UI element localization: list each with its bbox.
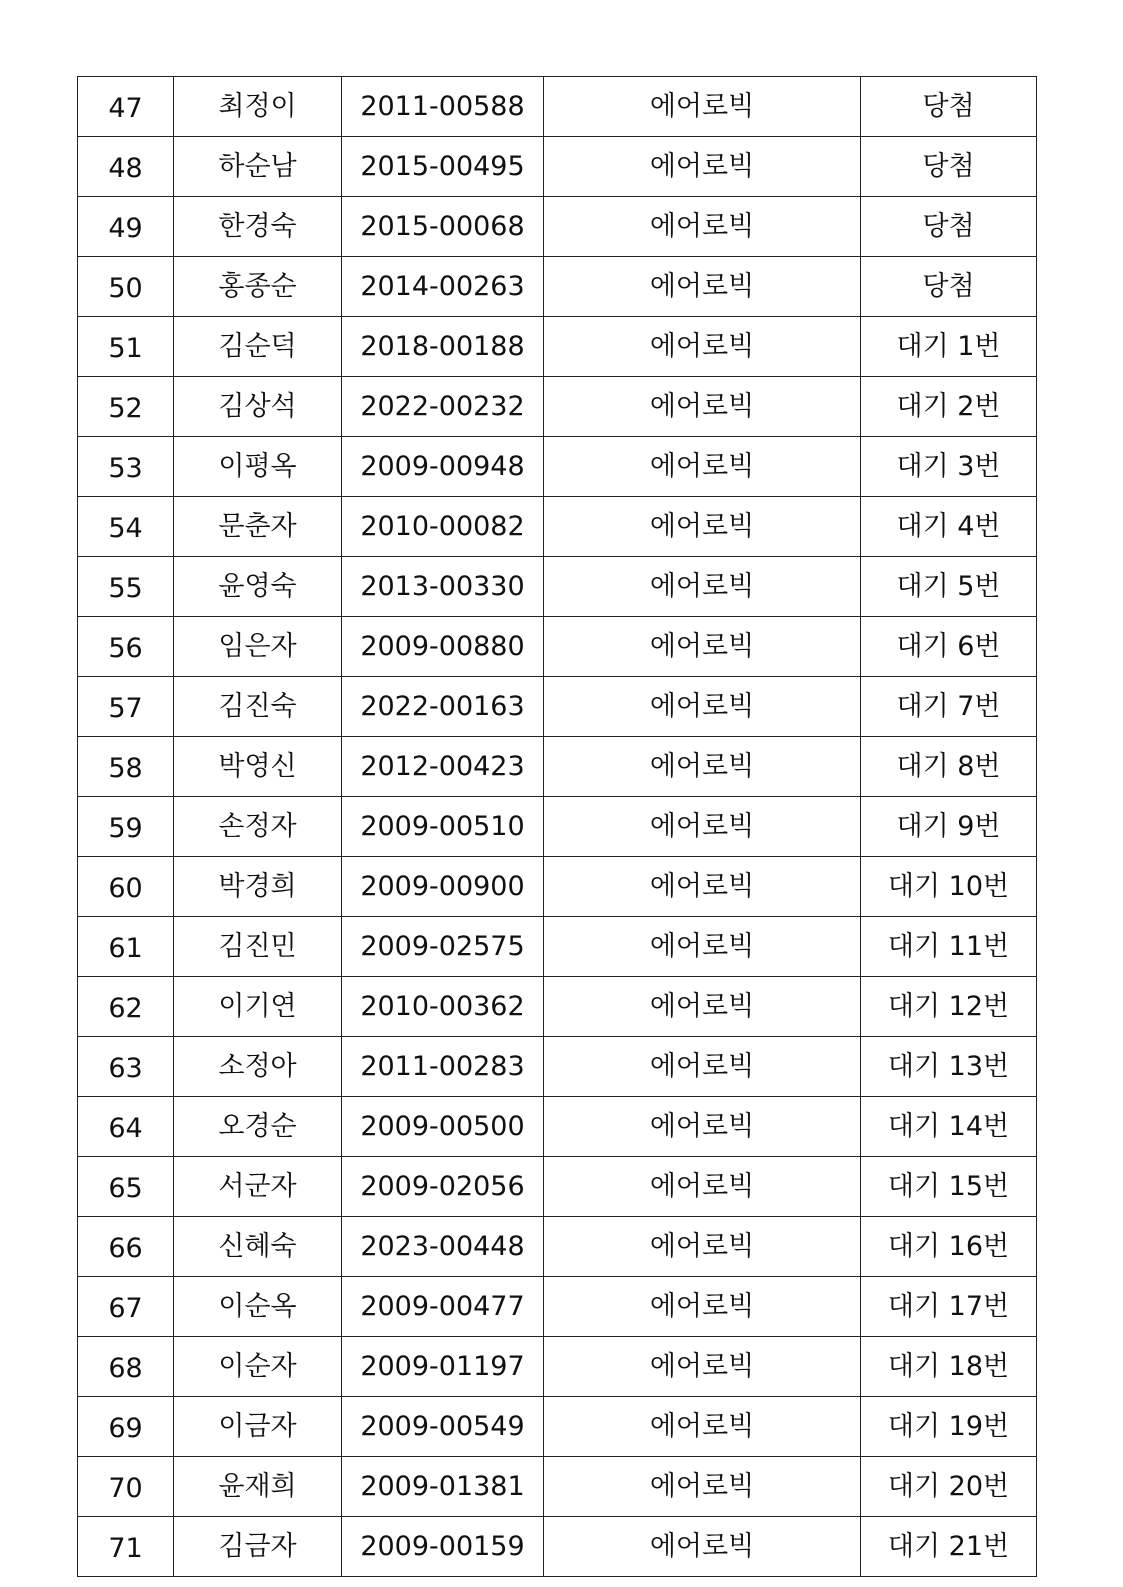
cell-program: 에어로빅 xyxy=(544,1397,861,1457)
table-row xyxy=(78,1157,1037,1217)
cell-name: 서군자 xyxy=(174,1157,342,1217)
cell-program: 에어로빅 xyxy=(544,857,861,917)
cell-number: 47 xyxy=(78,77,174,137)
cell-result: 대기 20번 xyxy=(861,1457,1037,1517)
cell-name: 하순남 xyxy=(174,137,342,197)
cell-member-id: 2011-00283 xyxy=(342,1037,544,1097)
cell-number: 65 xyxy=(78,1157,174,1217)
cell-member-id: 2010-00362 xyxy=(342,977,544,1037)
cell-member-id: 2011-00588 xyxy=(342,77,544,137)
cell-result: 대기 21번 xyxy=(861,1517,1037,1577)
table-row xyxy=(78,737,1037,797)
cell-name: 이기연 xyxy=(174,977,342,1037)
cell-number: 49 xyxy=(78,197,174,257)
cell-number: 64 xyxy=(78,1097,174,1157)
table-row xyxy=(78,137,1037,197)
cell-number: 62 xyxy=(78,977,174,1037)
cell-result: 대기 11번 xyxy=(861,917,1037,977)
table-row xyxy=(78,317,1037,377)
table-row xyxy=(78,497,1037,557)
cell-member-id: 2022-00232 xyxy=(342,377,544,437)
cell-number: 68 xyxy=(78,1337,174,1397)
cell-number: 58 xyxy=(78,737,174,797)
cell-program: 에어로빅 xyxy=(544,197,861,257)
cell-program: 에어로빅 xyxy=(544,1157,861,1217)
cell-number: 59 xyxy=(78,797,174,857)
cell-result: 대기 3번 xyxy=(861,437,1037,497)
table-row xyxy=(78,797,1037,857)
cell-result: 당첨 xyxy=(861,77,1037,137)
cell-result: 대기 5번 xyxy=(861,557,1037,617)
table-body xyxy=(78,77,1037,1577)
cell-result: 대기 1번 xyxy=(861,317,1037,377)
cell-number: 63 xyxy=(78,1037,174,1097)
cell-result: 대기 17번 xyxy=(861,1277,1037,1337)
cell-program: 에어로빅 xyxy=(544,497,861,557)
cell-name: 윤재희 xyxy=(174,1457,342,1517)
cell-number: 71 xyxy=(78,1517,174,1577)
cell-member-id: 2013-00330 xyxy=(342,557,544,617)
cell-number: 50 xyxy=(78,257,174,317)
cell-result: 당첨 xyxy=(861,197,1037,257)
table-row xyxy=(78,1517,1037,1577)
lottery-result-table xyxy=(77,76,1037,1577)
cell-name: 문춘자 xyxy=(174,497,342,557)
table-row xyxy=(78,677,1037,737)
cell-member-id: 2022-00163 xyxy=(342,677,544,737)
cell-number: 57 xyxy=(78,677,174,737)
cell-member-id: 2010-00082 xyxy=(342,497,544,557)
cell-name: 이평옥 xyxy=(174,437,342,497)
cell-name: 한경숙 xyxy=(174,197,342,257)
cell-program: 에어로빅 xyxy=(544,677,861,737)
cell-result: 대기 16번 xyxy=(861,1217,1037,1277)
cell-program: 에어로빅 xyxy=(544,257,861,317)
cell-name: 윤영숙 xyxy=(174,557,342,617)
cell-name: 손정자 xyxy=(174,797,342,857)
table-row xyxy=(78,977,1037,1037)
cell-number: 69 xyxy=(78,1397,174,1457)
table-row xyxy=(78,557,1037,617)
cell-program: 에어로빅 xyxy=(544,1277,861,1337)
cell-number: 54 xyxy=(78,497,174,557)
cell-result: 대기 9번 xyxy=(861,797,1037,857)
cell-result: 대기 2번 xyxy=(861,377,1037,437)
cell-result: 대기 6번 xyxy=(861,617,1037,677)
cell-program: 에어로빅 xyxy=(544,617,861,677)
cell-member-id: 2015-00068 xyxy=(342,197,544,257)
table-row xyxy=(78,1277,1037,1337)
cell-program: 에어로빅 xyxy=(544,737,861,797)
cell-member-id: 2009-02575 xyxy=(342,917,544,977)
cell-program: 에어로빅 xyxy=(544,557,861,617)
cell-member-id: 2023-00448 xyxy=(342,1217,544,1277)
table-row xyxy=(78,1337,1037,1397)
cell-name: 임은자 xyxy=(174,617,342,677)
cell-program: 에어로빅 xyxy=(544,917,861,977)
cell-result: 대기 4번 xyxy=(861,497,1037,557)
table-row xyxy=(78,1097,1037,1157)
cell-number: 52 xyxy=(78,377,174,437)
cell-number: 53 xyxy=(78,437,174,497)
cell-name: 이순옥 xyxy=(174,1277,342,1337)
cell-member-id: 2009-01381 xyxy=(342,1457,544,1517)
cell-member-id: 2009-00880 xyxy=(342,617,544,677)
cell-member-id: 2009-00510 xyxy=(342,797,544,857)
cell-number: 51 xyxy=(78,317,174,377)
cell-result: 대기 7번 xyxy=(861,677,1037,737)
cell-result: 대기 18번 xyxy=(861,1337,1037,1397)
cell-result: 대기 12번 xyxy=(861,977,1037,1037)
cell-result: 대기 10번 xyxy=(861,857,1037,917)
cell-result: 대기 8번 xyxy=(861,737,1037,797)
cell-name: 오경순 xyxy=(174,1097,342,1157)
cell-name: 김진숙 xyxy=(174,677,342,737)
table-row xyxy=(78,257,1037,317)
cell-program: 에어로빅 xyxy=(544,797,861,857)
cell-member-id: 2009-00477 xyxy=(342,1277,544,1337)
cell-number: 60 xyxy=(78,857,174,917)
table-row xyxy=(78,1217,1037,1277)
table-row xyxy=(78,857,1037,917)
cell-name: 김상석 xyxy=(174,377,342,437)
cell-member-id: 2009-00948 xyxy=(342,437,544,497)
cell-number: 61 xyxy=(78,917,174,977)
cell-name: 박경희 xyxy=(174,857,342,917)
cell-result: 대기 19번 xyxy=(861,1397,1037,1457)
cell-program: 에어로빅 xyxy=(544,1457,861,1517)
cell-result: 당첨 xyxy=(861,137,1037,197)
cell-result: 대기 14번 xyxy=(861,1097,1037,1157)
table-row xyxy=(78,1397,1037,1457)
cell-member-id: 2009-00900 xyxy=(342,857,544,917)
cell-member-id: 2018-00188 xyxy=(342,317,544,377)
table-row xyxy=(78,1037,1037,1097)
cell-program: 에어로빅 xyxy=(544,1097,861,1157)
cell-program: 에어로빅 xyxy=(544,977,861,1037)
table-row xyxy=(78,377,1037,437)
cell-name: 이순자 xyxy=(174,1337,342,1397)
cell-program: 에어로빅 xyxy=(544,1517,861,1577)
cell-name: 소정아 xyxy=(174,1037,342,1097)
table-row xyxy=(78,437,1037,497)
cell-result: 대기 13번 xyxy=(861,1037,1037,1097)
cell-number: 48 xyxy=(78,137,174,197)
cell-number: 67 xyxy=(78,1277,174,1337)
cell-program: 에어로빅 xyxy=(544,317,861,377)
cell-program: 에어로빅 xyxy=(544,137,861,197)
cell-member-id: 2009-01197 xyxy=(342,1337,544,1397)
cell-number: 66 xyxy=(78,1217,174,1277)
cell-program: 에어로빅 xyxy=(544,77,861,137)
cell-member-id: 2009-00500 xyxy=(342,1097,544,1157)
cell-member-id: 2014-00263 xyxy=(342,257,544,317)
cell-number: 55 xyxy=(78,557,174,617)
table-row xyxy=(78,617,1037,677)
cell-member-id: 2009-00159 xyxy=(342,1517,544,1577)
cell-name: 김금자 xyxy=(174,1517,342,1577)
cell-name: 김진민 xyxy=(174,917,342,977)
cell-program: 에어로빅 xyxy=(544,1337,861,1397)
table-row xyxy=(78,197,1037,257)
table-row xyxy=(78,77,1037,137)
cell-member-id: 2012-00423 xyxy=(342,737,544,797)
cell-member-id: 2009-02056 xyxy=(342,1157,544,1217)
cell-program: 에어로빅 xyxy=(544,1217,861,1277)
cell-name: 이금자 xyxy=(174,1397,342,1457)
cell-name: 박영신 xyxy=(174,737,342,797)
cell-name: 홍종순 xyxy=(174,257,342,317)
cell-name: 김순덕 xyxy=(174,317,342,377)
table-row xyxy=(78,1457,1037,1517)
cell-program: 에어로빅 xyxy=(544,1037,861,1097)
cell-member-id: 2009-00549 xyxy=(342,1397,544,1457)
cell-member-id: 2015-00495 xyxy=(342,137,544,197)
table-row xyxy=(78,917,1037,977)
cell-program: 에어로빅 xyxy=(544,437,861,497)
cell-result: 대기 15번 xyxy=(861,1157,1037,1217)
cell-name: 최정이 xyxy=(174,77,342,137)
cell-number: 56 xyxy=(78,617,174,677)
cell-program: 에어로빅 xyxy=(544,377,861,437)
cell-name: 신혜숙 xyxy=(174,1217,342,1277)
cell-number: 70 xyxy=(78,1457,174,1517)
cell-result: 당첨 xyxy=(861,257,1037,317)
